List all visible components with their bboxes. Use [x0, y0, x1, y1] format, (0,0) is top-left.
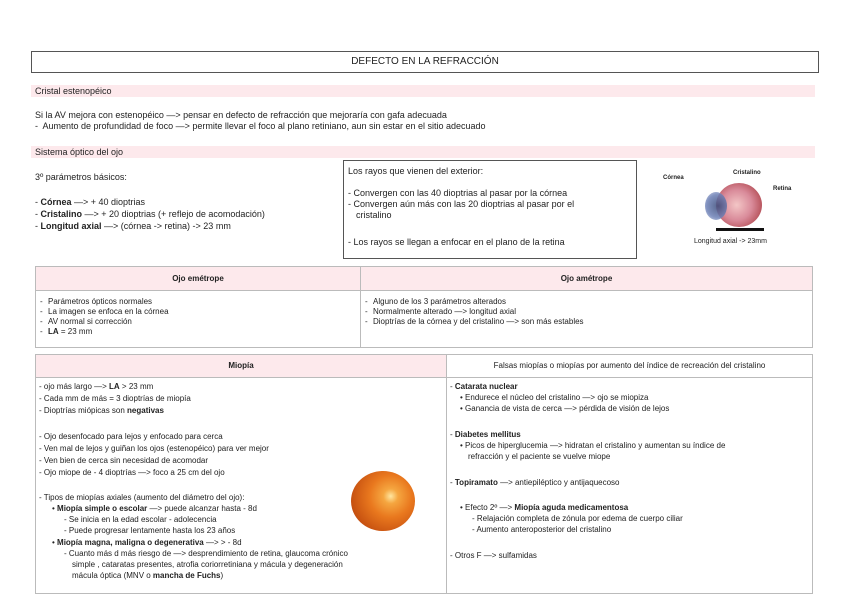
text-span: Otros F —> sulfamidas [454, 551, 537, 560]
label-retina: Retina [773, 186, 792, 192]
bold-text: negativas [127, 406, 164, 415]
text-line: - Cuanto más d más riesgo de —> desprendimiento de retina, glaucoma crónico [64, 549, 348, 558]
text-line: - Diabetes mellitus [450, 430, 521, 439]
text-line: - Ven mal de lejos y guiñan los ojos (estenopéico) para ver mejor [39, 444, 269, 453]
text-line: - Relajación completa de zónula por edema de cuerpo ciliar [472, 514, 683, 523]
text-span: Ojo desenfocado para lejos y enfocado para cerca [43, 432, 223, 441]
text-line: • Ganancia de vista de cerca —> pérdida de visión de lejos [460, 404, 670, 413]
text-line: Si la AV mejora con estenopéico —> pensar en defecto de refracción que mejoraría con gafa adecuada [35, 110, 447, 120]
text-line: refracción y el paciente se vuelve miope [468, 452, 611, 461]
param-name: Cristalino [40, 209, 83, 219]
text-span: Ganancia de vista de cerca —> pérdida de visión de lejos [465, 404, 670, 413]
text-line: - Puede progresar lentamente hasta los 23 años [64, 526, 236, 535]
text-span: Convergen aún más con las 20 dioptrias al pasar por el [353, 199, 575, 209]
text-line: - Ojo desenfocado para lejos y enfocado para cerca [39, 432, 223, 441]
text-line: - Aumento anteroposterior del cristalino [472, 525, 612, 534]
bold-text: Miopía aguda medicamentosa [514, 503, 629, 512]
param-cristalino: - Cristalino —> + 20 dioptrias (+ reflejo de acomodación) [35, 209, 265, 219]
text-span: Convergen con las 40 dioptrias al pasar por la córnea [353, 188, 568, 198]
param-longitud: - Longitud axial —> (córnea -> retina) -> 23 mm [35, 221, 231, 231]
section-header-sistema: Sistema óptico del ojo [31, 146, 815, 158]
bold-text: LA [48, 327, 59, 336]
list-item: - La imagen se enfoca en la córnea [40, 307, 169, 317]
list-item: - AV normal si corrección [40, 317, 169, 327]
text-line: • Miopía simple o escolar —> puede alcanzar hasta - 8d [52, 504, 257, 513]
header-ametrope: Ojo amétrope [360, 266, 813, 291]
text-line: - Catarata nuclear [450, 382, 518, 391]
text-line: • Endurece el núcleo del cristalino —> ojo se miopiza [460, 393, 649, 402]
axial-length-bar [716, 228, 764, 231]
text-line: 3º parámetros básicos: [35, 172, 127, 182]
rays-title: Los rayos que vienen del exterior: [348, 166, 484, 176]
param-value: —> (córnea -> retina) -> 23 mm [101, 221, 231, 231]
header-emetrope: Ojo emétrope [35, 266, 361, 291]
text-line: simple , cataratas presentes, atrofia coriorretiniana y mácula y degeneración [72, 560, 343, 569]
text-span: Picos de hiperglucemia —> hidratan el cristalino y aumentan su índice de [465, 441, 726, 450]
text-span: Ven mal de lejos y guiñan los ojos (estenopéico) para ver mejor [43, 444, 269, 453]
text-span: Puede progresar lentamente hasta los 23 años [68, 526, 236, 535]
list [40, 297, 169, 337]
list-item [40, 327, 169, 337]
rays-box [343, 160, 637, 259]
text-line: - Otros F —> sulfamidas [450, 551, 537, 560]
text-span: ojo más largo —> [43, 382, 110, 391]
text-line [72, 571, 223, 581]
text-line: - ojo más largo —> LA > 23 mm [39, 382, 154, 391]
text-line: - Cada mm de más = 3 dioptrías de miopía [39, 394, 191, 403]
bold-text: Diabetes mellitus [454, 430, 521, 439]
text-span: Aumento de profundidad de foco —> permite llevar el foco al plano retiniano, aun sin estar en el sitio adecuado [42, 121, 486, 131]
param-cornea: - Córnea —> + 40 dioptrias [35, 197, 146, 207]
bold-text: mancha de Fuchs [152, 571, 221, 580]
cornea-diagram [705, 192, 727, 220]
text-line: • Efecto 2º —> Miopía aguda medicamentosa [460, 503, 629, 512]
text-span: —> > - 8d [203, 538, 242, 547]
text-line: - Se inicia en la edad escolar - adolecencia [64, 515, 217, 524]
text-span: Cada mm de más = 3 dioptrías de miopía [43, 394, 191, 403]
cell-emetrope [35, 290, 361, 348]
bold-text: Miopía simple o escolar [57, 504, 148, 513]
list-item: - Parámetros ópticos normales [40, 297, 169, 307]
header-falsas-miopias: Falsas miopías o miopías por aumento del índice de recreación del cristalino [446, 354, 813, 378]
text-span: Efecto 2º —> [465, 503, 515, 512]
text-line: - Aumento de profundidad de foco —> permite llevar el foco al plano retiniano, aun sin estar en el sitio adecuado [35, 121, 486, 131]
bold-text: LA [109, 382, 120, 391]
cell-ametrope [360, 290, 813, 348]
text-line: - Ven bien de cerca sin necesidad de acomodar [39, 456, 208, 465]
text-span: Ojo miope de - 4 dioptrías —> foco a 25 cm del ojo [43, 468, 225, 477]
label-axial: Longitud axial -> 23mm [694, 238, 767, 245]
text-line: - Ojo miope de - 4 dioptrías —> foco a 25 cm del ojo [39, 468, 225, 477]
text-line: - Topiramato —> antiepiléptico y antijaquecoso [450, 478, 620, 487]
text-line: • Picos de hiperglucemia —> hidratan el cristalino y aumentan su índice de [460, 441, 726, 450]
rays-item: - Los rayos se llegan a enfocar en el plano de la retina [348, 237, 565, 247]
text-span: Relajación completa de zónula por edema de cuerpo ciliar [476, 514, 683, 523]
rays-item: - Convergen aún más con las 20 dioptrias al pasar por el [348, 199, 575, 209]
text-span: —> antiepiléptico y antijaquecoso [497, 478, 620, 487]
text-line: - Dioptrías miópicas son negativas [39, 406, 164, 415]
text-span: Dioptrías miópicas son [43, 406, 128, 415]
text-span: mácula óptica (MNV o [72, 571, 153, 580]
section-header-cristal: Cristal estenopéico [31, 85, 815, 97]
label-cristalino: Cristalino [733, 170, 761, 176]
fundus-image [351, 471, 415, 531]
text-span: = 23 mm [58, 327, 93, 336]
list [365, 297, 584, 327]
bold-text: Catarata nuclear [454, 382, 518, 391]
param-value: —> + 20 dioptrias (+ reflejo de acomodación) [82, 209, 265, 219]
bold-text: Topiramato [454, 478, 498, 487]
text-span: Ven bien de cerca sin necesidad de acomodar [43, 456, 208, 465]
list-item: - Alguno de los 3 parámetros alterados [365, 297, 584, 307]
rays-item: - Convergen con las 40 dioptrias al pasar por la córnea [348, 188, 568, 198]
text-span: —> puede alcanzar hasta - 8d [147, 504, 257, 513]
text-line: - Tipos de miopías axiales (aumento del diámetro del ojo): [39, 493, 245, 502]
text-span: Endurece el núcleo del cristalino —> ojo se miopiza [465, 393, 649, 402]
param-name: Longitud axial [40, 221, 102, 231]
text-span: Cuanto más d más riesgo de —> desprendimiento de retina, glaucoma crónico [68, 549, 348, 558]
page-title: DEFECTO EN LA REFRACCIÓN [31, 51, 819, 73]
rays-item-cont: cristalino [356, 210, 392, 220]
bold-text: Miopía magna, maligna o degenerativa [57, 538, 204, 547]
header-miopia: Miopía [35, 354, 447, 378]
text-span: Aumento anteroposterior del cristalino [476, 525, 612, 534]
list-item: - Dioptrías de la córnea y del cristalino —> son más estables [365, 317, 584, 327]
text-line: • Miopía magna, maligna o degenerativa —> > - 8d [52, 538, 242, 547]
text-span: Tipos de miopías axiales (aumento del diámetro del ojo): [43, 493, 245, 502]
text-span: > 23 mm [119, 382, 154, 391]
list-item: - Normalmente alterado —> longitud axial [365, 307, 584, 317]
text-span: Los rayos se llegan a enfocar en el plano de la retina [353, 237, 565, 247]
label-cornea: Córnea [663, 175, 684, 181]
param-name: Córnea [40, 197, 72, 207]
param-value: —> + 40 dioptrias [71, 197, 146, 207]
text-span: ) [220, 571, 224, 580]
text-span: Se inicia en la edad escolar - adolecencia [68, 515, 217, 524]
